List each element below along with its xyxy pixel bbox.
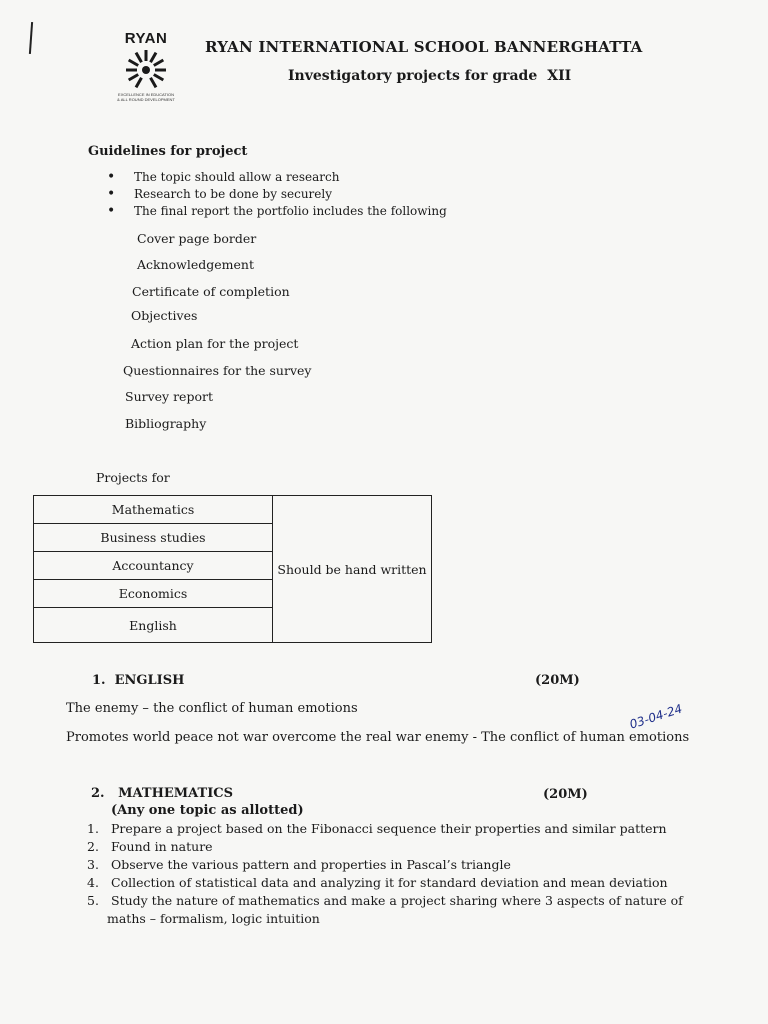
math-topic-text: Found in nature bbox=[111, 839, 213, 854]
portfolio-item: Survey report bbox=[125, 389, 213, 404]
school-logo bbox=[110, 30, 182, 110]
english-marks: (20M) bbox=[535, 673, 580, 688]
document-subtitle bbox=[288, 68, 571, 84]
english-description-line: Promotes world peace not war overcome the real war enemy - The conflict of human emotions bbox=[66, 730, 690, 745]
guideline-item: • Research to be done by securely bbox=[107, 186, 447, 203]
guidelines-heading: Guidelines for project bbox=[88, 144, 248, 159]
math-topic-number: 4. bbox=[87, 875, 99, 890]
section-title: ENGLISH bbox=[114, 673, 185, 688]
subject-cell: Business studies bbox=[34, 524, 273, 552]
section-number: 1. bbox=[92, 673, 106, 688]
margin-mark bbox=[29, 22, 33, 54]
portfolio-item: Acknowledgement bbox=[137, 257, 254, 272]
portfolio-item: Cover page border bbox=[137, 231, 257, 246]
math-topic-text: Observe the various pattern and properties in Pascal’s triangle bbox=[111, 857, 511, 872]
subject-cell: Economics bbox=[34, 580, 273, 608]
guideline-item: • The final report the portfolio includes the following bbox=[107, 203, 447, 220]
math-topic-continuation: maths – formalism, logic intuition bbox=[107, 911, 320, 926]
english-topic-line: The enemy – the conflict of human emotions bbox=[66, 701, 358, 716]
handwritten-date-annotation: 03-04-24 bbox=[627, 701, 684, 732]
mathematics-heading bbox=[91, 786, 233, 801]
grade-label: XII bbox=[547, 68, 572, 84]
subtitle-text: Investigatory projects for grade bbox=[288, 68, 538, 84]
school-name: RYAN INTERNATIONAL SCHOOL BANNERGHATTA bbox=[205, 38, 643, 56]
handwritten-note-cell: Should be hand written bbox=[273, 496, 432, 643]
guidelines-list bbox=[107, 169, 447, 220]
subject-cell: English bbox=[34, 608, 273, 643]
projects-heading: Projects for bbox=[96, 470, 170, 485]
logo-tagline-1: EXCELLENCE IN EDUCATION bbox=[118, 92, 174, 97]
ryan-emblem-icon bbox=[123, 48, 169, 92]
subject-cell: Accountancy bbox=[34, 552, 273, 580]
math-topic-number: 1. bbox=[87, 821, 99, 836]
english-heading bbox=[92, 673, 184, 688]
mathematics-note: (Any one topic as allotted) bbox=[111, 803, 304, 818]
logo-word: RYAN bbox=[124, 30, 168, 47]
table-row bbox=[34, 496, 432, 524]
portfolio-item: Action plan for the project bbox=[131, 336, 299, 351]
section-number: 2. bbox=[91, 786, 105, 801]
projects-table bbox=[33, 495, 432, 643]
section-title: MATHEMATICS bbox=[118, 786, 234, 801]
logo-tagline-2: & ALL ROUND DEVELOPMENT bbox=[117, 97, 175, 102]
subject-cell: Mathematics bbox=[34, 496, 273, 524]
math-topic-text: Prepare a project based on the Fibonacci sequence their properties and similar pattern bbox=[111, 821, 667, 836]
portfolio-item: Objectives bbox=[131, 308, 198, 323]
portfolio-item: Certificate of completion bbox=[132, 284, 290, 299]
portfolio-item: Questionnaires for the survey bbox=[123, 363, 312, 378]
math-topic-number: 5. bbox=[87, 893, 99, 908]
portfolio-item: Bibliography bbox=[125, 416, 207, 431]
math-topic-number: 3. bbox=[87, 857, 99, 872]
guideline-item: • The topic should allow a research bbox=[107, 169, 447, 186]
math-topic-text: Study the nature of mathematics and make a project sharing where 3 aspects of nature of bbox=[111, 893, 683, 908]
math-topic-number: 2. bbox=[87, 839, 99, 854]
mathematics-marks: (20M) bbox=[543, 787, 588, 802]
math-topic-text: Collection of statistical data and analyzing it for standard deviation and mean deviation bbox=[111, 875, 668, 890]
